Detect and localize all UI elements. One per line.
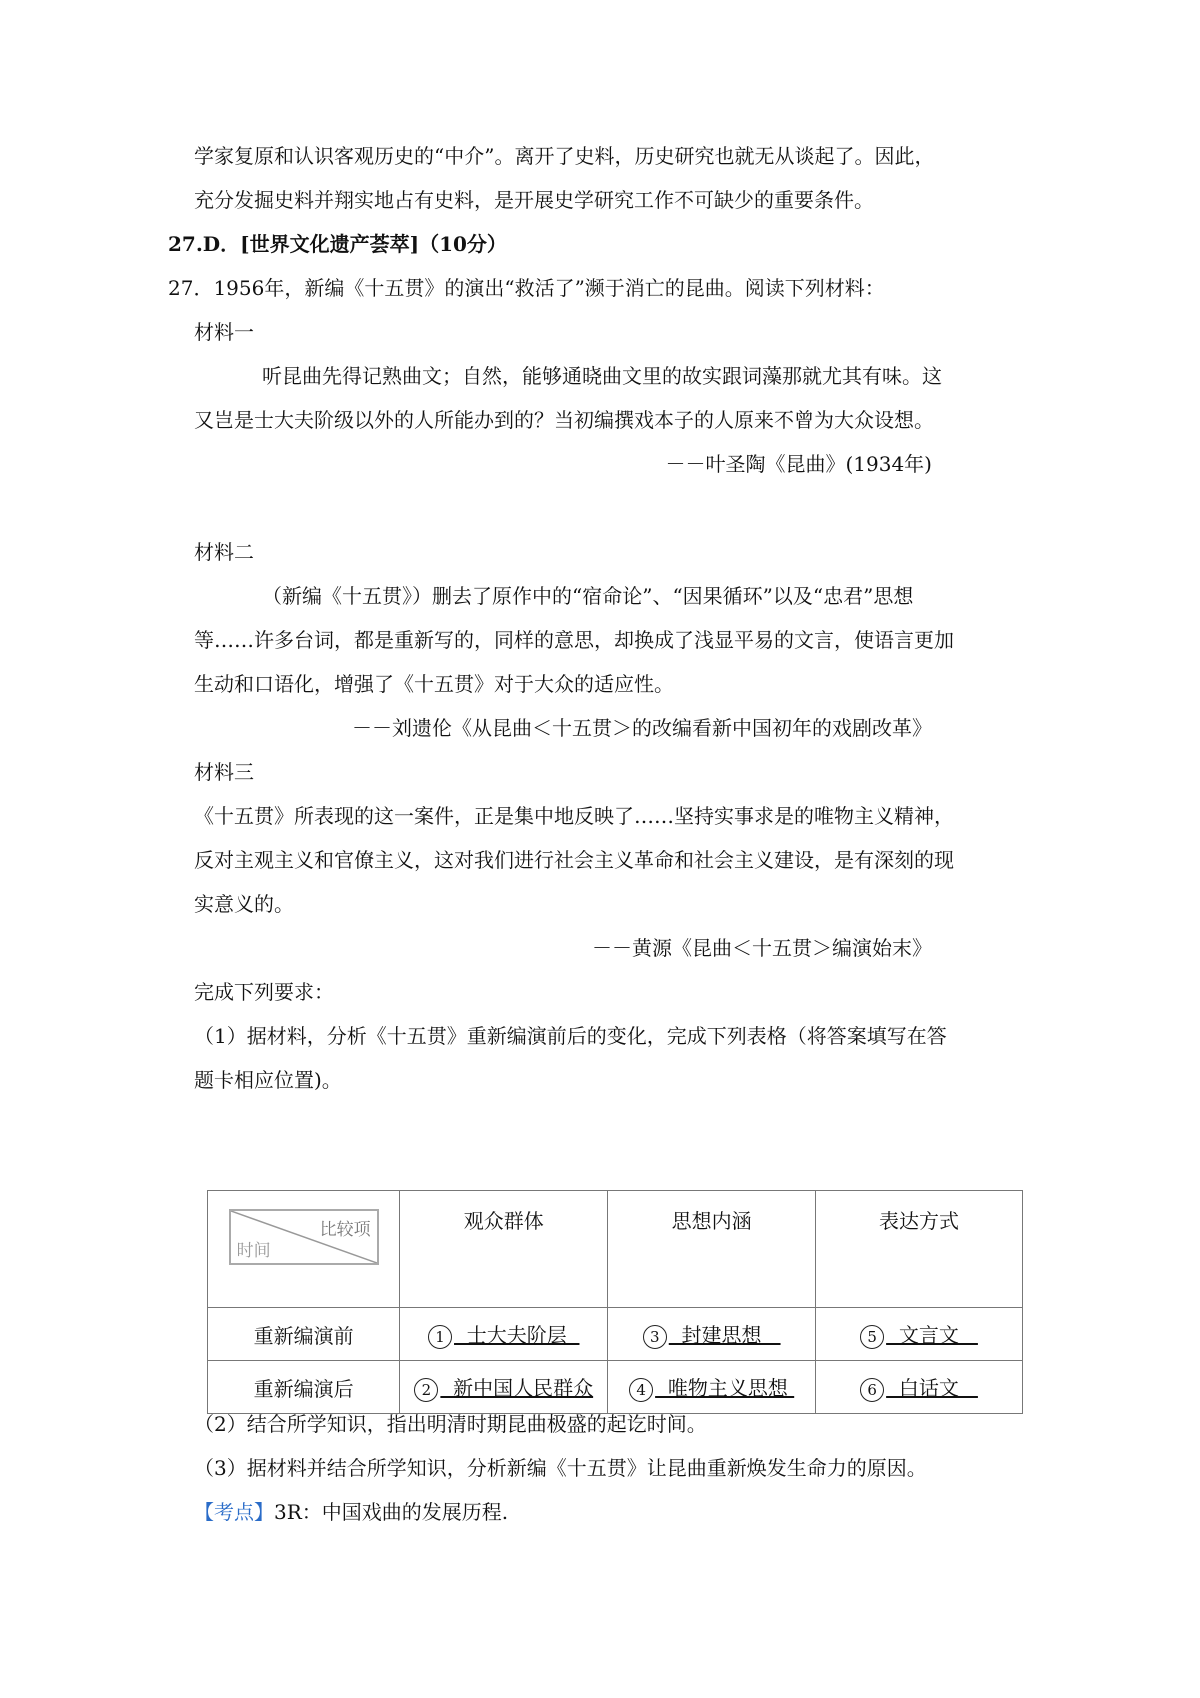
diagonal-label-top: 比较项 [319, 1220, 371, 1240]
material-text-line: 实意义的。 [194, 892, 294, 916]
comparison-table [207, 1190, 1023, 1414]
table-header-row [208, 1191, 1023, 1308]
answer-cell [400, 1361, 608, 1414]
answer-cell [816, 1361, 1023, 1414]
circled-number: 4 [629, 1378, 653, 1402]
material-text-line: 又岂是士大夫阶级以外的人所能办到的？当初编撰戏本子的人原来不曾为大众设想。 [194, 408, 934, 432]
question-3: （3）据材料并结合所学知识，分析新编《十五贯》让昆曲重新焕发生命力的原因。 [194, 1456, 927, 1480]
material-label: 材料二 [194, 540, 254, 564]
circled-number: 1 [428, 1325, 452, 1349]
answer-text: 封建思想 [668, 1323, 781, 1348]
material-source: －－刘遗伦《从昆曲＜十五贯＞的改编看新中国初年的戏剧改革》 [352, 716, 932, 740]
row-label: 重新编演前 [208, 1308, 400, 1361]
circled-number: 2 [414, 1378, 438, 1402]
row-label: 重新编演后 [208, 1361, 400, 1414]
answer-text: 新中国人民群众 [440, 1376, 594, 1401]
material-text-line: 《十五贯》所表现的这一案件，正是集中地反映了……坚持实事求是的唯物主义精神， [194, 804, 954, 828]
section-heading: 27.D．[世界文化遗产荟萃]（10分） [168, 232, 507, 256]
question-text-line: 题卡相应位置)。 [194, 1068, 342, 1092]
question-2: （2）结合所学知识，指出明清时期昆曲极盛的起讫时间。 [194, 1412, 707, 1436]
material-label: 材料一 [194, 320, 254, 344]
answer-text: 士大夫阶层 [454, 1323, 580, 1348]
column-header: 思想内涵 [608, 1191, 816, 1308]
material-text-line: 反对主观主义和官僚主义，这对我们进行社会主义革命和社会主义建设，是有深刻的现 [194, 848, 954, 872]
paragraph-line: 学家复原和认识客观历史的“中介”。离开了史料，历史研究也就无从谈起了。因此， [194, 144, 935, 168]
material-text-line: 等……许多台词，都是重新写的，同样的意思，却换成了浅显平易的文言，使语言更加 [194, 628, 954, 652]
circled-number: 6 [860, 1378, 884, 1402]
question-text-line: （1）据材料，分析《十五贯》重新编演前后的变化，完成下列表格（将答案填写在答 [194, 1024, 947, 1048]
answer-cell [816, 1308, 1023, 1361]
question-intro: 27．1956年，新编《十五贯》的演出“救活了”濒于消亡的昆曲。阅读下列材料： [168, 276, 885, 300]
answer-text: 白话文 [886, 1376, 978, 1401]
answer-cell [400, 1308, 608, 1361]
table-row [208, 1308, 1023, 1361]
kaodian-text: 3R：中国戏曲的发展历程. [274, 1500, 509, 1524]
material-label: 材料三 [194, 760, 254, 784]
paragraph-line: 充分发掘史料并翔实地占有史料，是开展史学研究工作不可缺少的重要条件。 [194, 188, 874, 212]
material-text-line: 生动和口语化，增强了《十五贯》对于大众的适应性。 [194, 672, 674, 696]
column-header: 观众群体 [400, 1191, 608, 1308]
circled-number: 5 [860, 1325, 884, 1349]
material-source: －－叶圣陶《昆曲》(1934年) [665, 452, 932, 476]
material-text-line: 听昆曲先得记熟曲文；自然，能够通晓曲文里的故实跟词藻那就尤其有味。这 [262, 364, 942, 388]
kaodian-tag: 【考点】 [194, 1500, 274, 1524]
diagonal-header-cell [208, 1191, 400, 1308]
answer-text: 文言文 [886, 1323, 978, 1348]
material-source: －－黄源《昆曲＜十五贯＞编演始末》 [592, 936, 932, 960]
answer-text: 唯物主义思想 [655, 1376, 795, 1401]
table-row [208, 1361, 1023, 1414]
answer-cell [608, 1308, 816, 1361]
diagonal-label-bottom: 时间 [236, 1241, 271, 1261]
column-header: 表达方式 [816, 1191, 1023, 1308]
kaodian-line [194, 1498, 508, 1526]
answer-cell [608, 1361, 816, 1414]
diagonal-header [229, 1209, 379, 1265]
circled-number: 3 [643, 1325, 667, 1349]
requirements-label: 完成下列要求： [194, 980, 334, 1004]
material-text-line: （新编《十五贯》）删去了原作中的“宿命论”、“因果循环”以及“忠君”思想 [262, 584, 914, 608]
